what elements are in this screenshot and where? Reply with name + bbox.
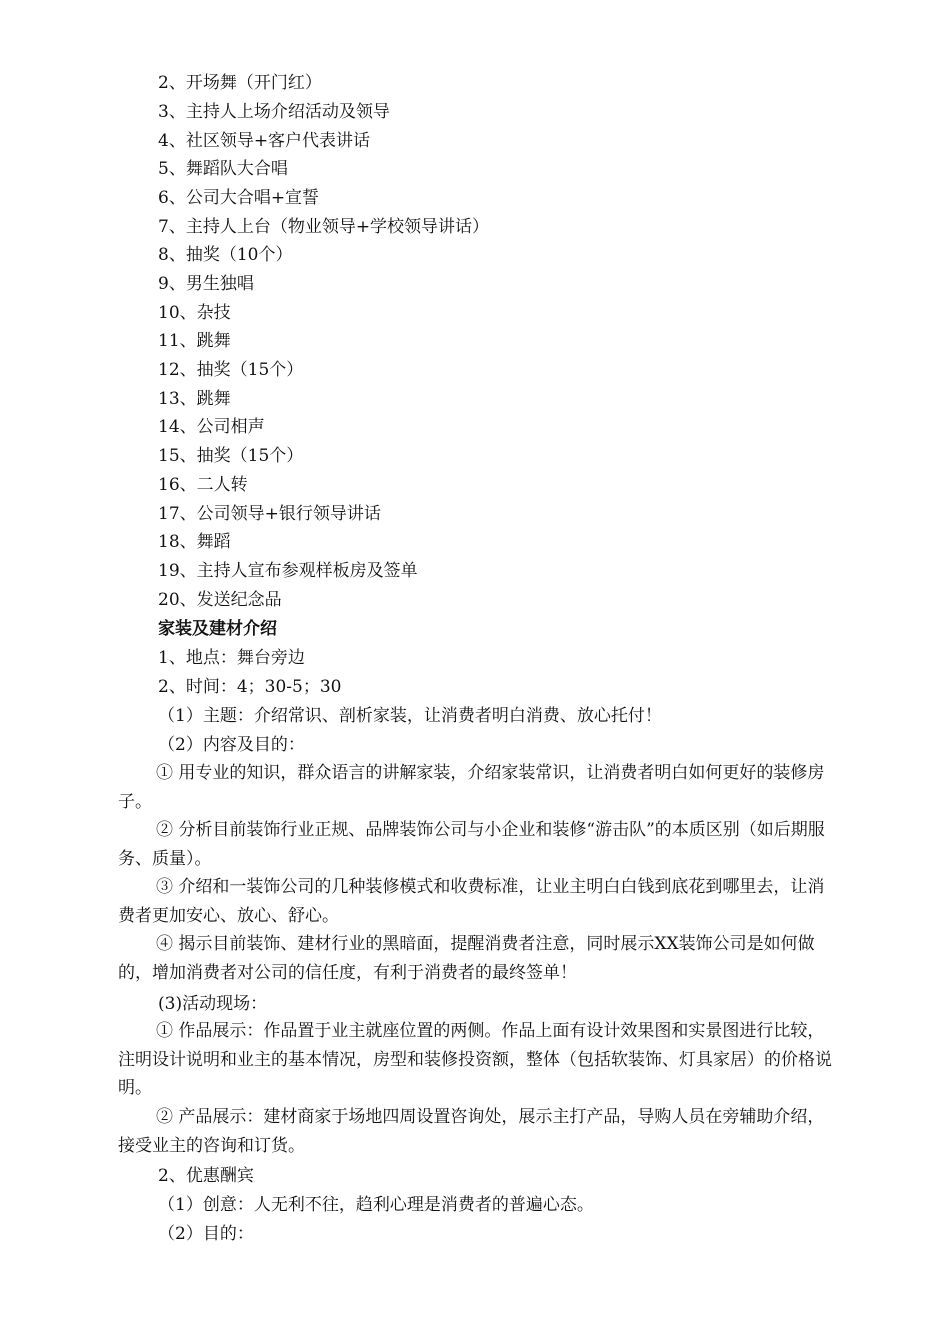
program-item: 18、舞蹈 [158, 532, 231, 552]
program-item: 3、主持人上场介绍活动及领导 [158, 102, 390, 122]
program-item: 10、杂技 [158, 303, 231, 323]
offer-purpose: （2）目的： [158, 1224, 254, 1244]
content-item-text: ② 分析目前装饰行业正规、品牌装饰公司与小企业和装修“游击队”的本质区别（如后期服务、质量）。 [118, 820, 825, 869]
content-item-text: ④ 揭示目前装饰、建材行业的黑暗面，提醒消费者注意，同时展示XX装饰公司是如何做的，增加消费者对公司的信任度，有利于消费者的最终签单！ [118, 934, 815, 983]
program-item: 5、舞蹈队大合唱 [158, 159, 288, 179]
program-item: 12、抽奖（15个） [158, 360, 304, 380]
program-item: 13、跳舞 [158, 389, 231, 409]
offer-idea: （1）创意：人无利不往，趋利心理是消费者的普遍心态。 [158, 1195, 594, 1215]
program-item: 9、男生独唱 [158, 274, 254, 294]
program-item: 16、二人转 [158, 475, 248, 495]
content-item [118, 873, 834, 930]
program-item: 20、发送纪念品 [158, 590, 282, 610]
scene-item [118, 1017, 834, 1103]
scene-item-text: ① 作品展示：作品置于业主就座位置的两侧。作品上面有设计效果图和实景图进行比较，注明设计说明和业主的基本情况，房型和装修投资额，整体（包括软装饰、灯具家居）的价格说明。 [118, 1021, 832, 1098]
section-heading: 家装及建材介绍 [158, 619, 277, 639]
content-item [118, 816, 834, 873]
program-item: 19、主持人宣布参观样板房及签单 [158, 561, 418, 581]
program-item: 4、社区领导+客户代表讲话 [158, 131, 371, 151]
location-line: 1、地点：舞台旁边 [158, 648, 305, 668]
time-line: 2、时间：4；30-5；30 [158, 677, 342, 697]
content-item [118, 759, 834, 816]
program-item: 8、抽奖（10个） [158, 245, 293, 265]
content-item-text: ① 用专业的知识，群众语言的讲解家装，介绍家装常识，让消费者明白如何更好的装修房子。 [118, 763, 825, 812]
content-item-text: ③ 介绍和一装饰公司的几种装修模式和收费标准，让业主明白白钱到底花到哪里去，让消费者更加安心、放心、舒心。 [118, 877, 825, 926]
offer-title: 2、优惠酬宾 [158, 1166, 254, 1186]
scene-item-text: ② 产品展示：建材商家于场地四周设置咨询处，展示主打产品，导购人员在旁辅助介绍，接受业主的咨询和订货。 [118, 1107, 825, 1156]
scene-title: (3)活动现场： [158, 994, 268, 1014]
content-item [118, 930, 834, 987]
scene-item [118, 1103, 834, 1160]
program-item: 17、公司领导+银行领导讲话 [158, 504, 381, 524]
theme-line: （1）主题：介绍常识、剖析家装，让消费者明白消费、放心托付！ [158, 706, 662, 726]
content-title: （2）内容及目的： [158, 735, 305, 755]
program-item: 2、开场舞（开门红） [158, 73, 322, 93]
program-item: 6、公司大合唱+宣誓 [158, 188, 320, 208]
program-item: 14、公司相声 [158, 417, 265, 437]
program-item: 15、抽奖（15个） [158, 446, 304, 466]
program-item: 7、主持人上台（物业领导+学校领导讲话） [158, 217, 490, 237]
program-item: 11、跳舞 [158, 331, 231, 351]
